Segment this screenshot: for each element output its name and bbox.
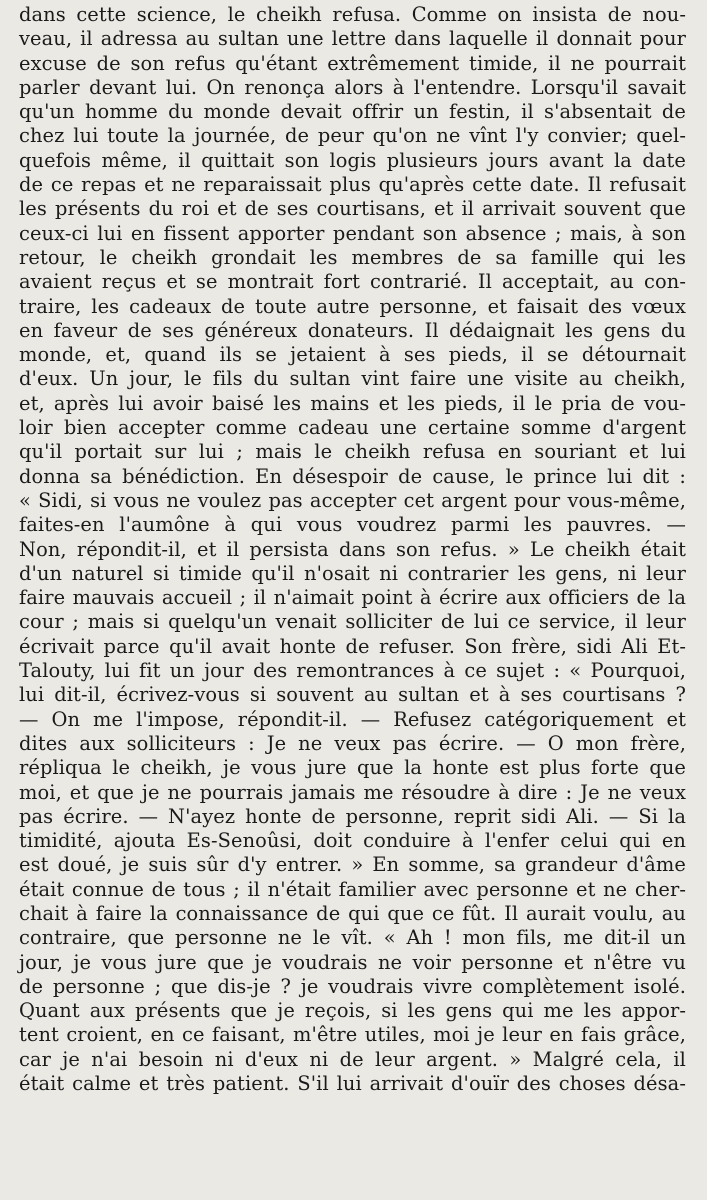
- text-line: ceux-ci lui en fissent apporter pendant son absence ; mais, à son: [19, 221, 686, 245]
- text-line: écrivait parce qu'il avait honte de refuser. Son frère, sidi Ali Et-: [19, 634, 686, 658]
- text-line: car je n'ai besoin ni d'eux ni de leur argent. » Malgré cela, il: [19, 1047, 686, 1071]
- text-line: dites aux solliciteurs : Je ne veux pas écrire. — O mon frère,: [19, 731, 686, 755]
- text-line: répliqua le cheikh, je vous jure que la honte est plus forte que: [19, 756, 686, 780]
- text-line: monde, et, quand ils se jetaient à ses pieds, il se détournait: [19, 343, 686, 367]
- text-line: chez lui toute la journée, de peur qu'on ne vînt l'y convier; quel-: [19, 124, 686, 148]
- text-line: parler devant lui. On renonça alors à l'entendre. Lorsqu'il savait: [19, 75, 686, 99]
- text-line: timidité, ajouta Es-Senoûsi, doit conduire à l'enfer celui qui en: [19, 829, 686, 853]
- text-line: faites-en l'aumône à qui vous voudrez parmi les pauvres. —: [19, 513, 686, 537]
- text-line: de ce repas et ne reparaissait plus qu'après cette date. Il refusait: [19, 173, 686, 197]
- text-line: en faveur de ses généreux donateurs. Il dédaignait les gens du: [19, 318, 686, 342]
- text-line: chait à faire la connaissance de qui que ce fût. Il aurait voulu, au: [19, 901, 686, 925]
- text-line: dans cette science, le cheikh refusa. Comme on insista de nou-: [19, 3, 686, 26]
- text-line: faire mauvais accueil ; il n'aimait point à écrire aux officiers de la: [19, 586, 686, 610]
- text-line: d'un naturel si timide qu'il n'osait ni contrarier les gens, ni leur: [19, 561, 686, 585]
- text-line: retour, le cheikh grondait les membres de sa famille qui les: [19, 245, 686, 269]
- text-line: — On me l'impose, répondit-il. — Refusez catégoriquement et: [19, 707, 686, 731]
- text-line: avaient reçus et se montrait fort contrarié. Il acceptait, au con-: [19, 270, 686, 294]
- body-text: [19, 3, 686, 1096]
- text-line: jour, je vous jure que je voudrais ne voir personne et n'être vu: [19, 950, 686, 974]
- text-line: de personne ; que dis-je ? je voudrais vivre complètement isolé.: [19, 974, 686, 998]
- text-line: loir bien accepter comme cadeau une certaine somme d'argent: [19, 416, 686, 440]
- text-line: donna sa bénédiction. En désespoir de cause, le prince lui dit :: [19, 464, 686, 488]
- text-line: « Sidi, si vous ne voulez pas accepter cet argent pour vous-même,: [19, 488, 686, 512]
- text-line: les présents du roi et de ses courtisans, et il arrivait souvent que: [19, 197, 686, 221]
- text-line: veau, il adressa au sultan une lettre dans laquelle il donnait pour: [19, 27, 686, 51]
- text-line: Talouty, lui fit un jour des remontrances à ce sujet : « Pourquoi,: [19, 659, 686, 683]
- text-line: traire, les cadeaux de toute autre personne, et faisait des vœux: [19, 294, 686, 318]
- text-line: qu'il portait sur lui ; mais le cheikh refusa en souriant et lui: [19, 440, 686, 464]
- text-line: contraire, que personne ne le vît. « Ah ! mon fils, me dit-il un: [19, 926, 686, 950]
- text-line: et, après lui avoir baisé les mains et les pieds, il le pria de vou-: [19, 391, 686, 415]
- text-line: lui dit-il, écrivez-vous si souvent au sultan et à ses courtisans ?: [19, 683, 686, 707]
- text-line: était connue de tous ; il n'était familier avec personne et ne cher-: [19, 877, 686, 901]
- text-line: Quant aux présents que je reçois, si les gens qui me les appor-: [19, 999, 686, 1023]
- text-line: qu'un homme du monde devait offrir un festin, il s'absentait de: [19, 100, 686, 124]
- text-line: quefois même, il quittait son logis plusieurs jours avant la date: [19, 148, 686, 172]
- text-line: Non, répondit-il, et il persista dans son refus. » Le cheikh était: [19, 537, 686, 561]
- text-line: cour ; mais si quelqu'un venait solliciter de lui ce service, il leur: [19, 610, 686, 634]
- text-line: était calme et très patient. S'il lui arrivait d'ouïr des choses désa-: [19, 1072, 686, 1096]
- text-line: pas écrire. — N'ayez honte de personne, reprit sidi Ali. — Si la: [19, 804, 686, 828]
- text-line: moi, et que je ne pourrais jamais me résoudre à dire : Je ne veux: [19, 780, 686, 804]
- text-line: d'eux. Un jour, le fils du sultan vint faire une visite au cheikh,: [19, 367, 686, 391]
- text-line: tent croient, en ce faisant, m'être utiles, moi je leur en fais grâce,: [19, 1023, 686, 1047]
- text-line: excuse de son refus qu'étant extrêmement timide, il ne pourrait: [19, 51, 686, 75]
- text-line: est doué, je suis sûr d'y entrer. » En somme, sa grandeur d'âme: [19, 853, 686, 877]
